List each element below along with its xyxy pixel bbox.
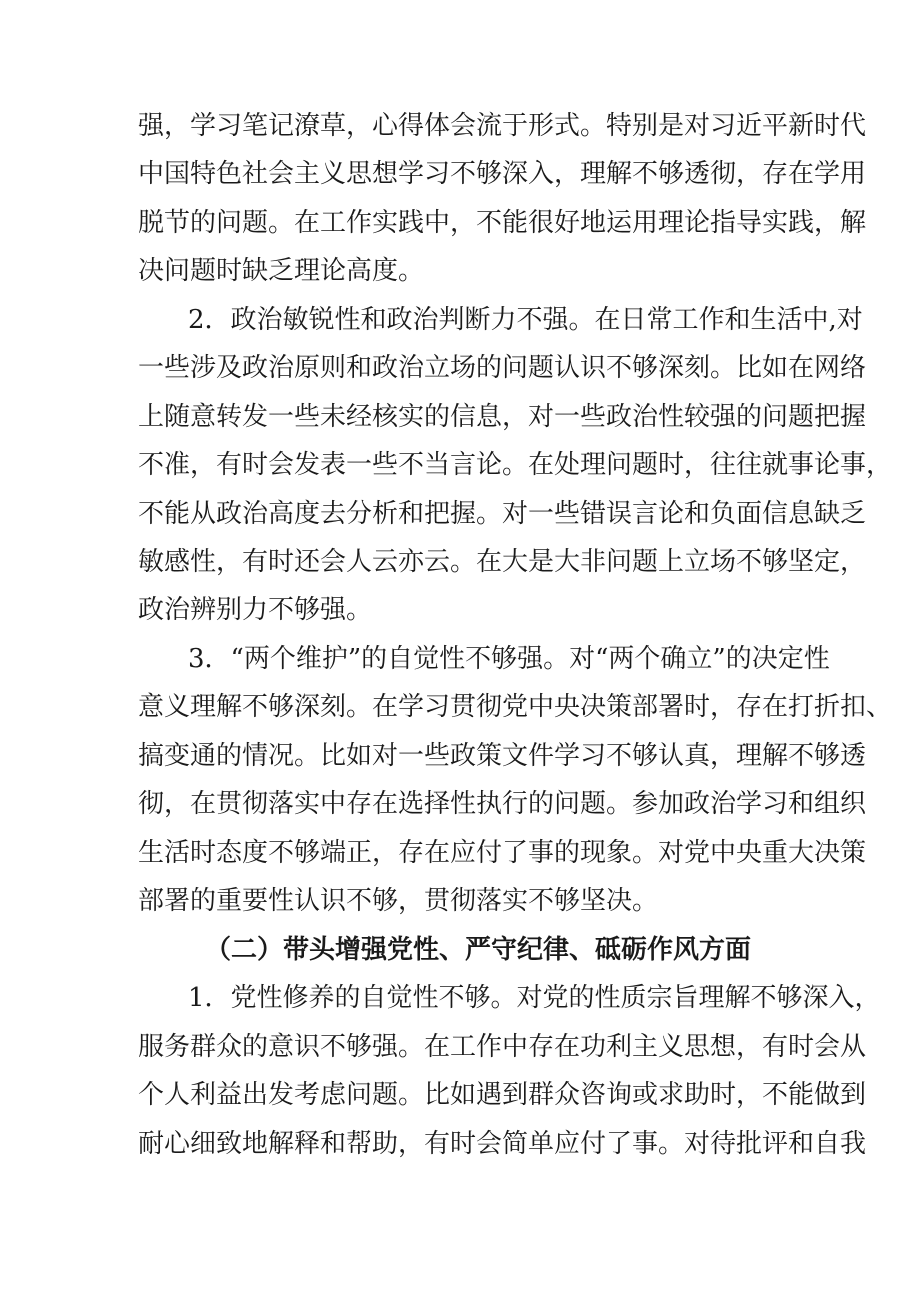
body-text-line: 强，学习笔记潦草，心得体会流于形式。特别是对习近平新时代 [138, 111, 867, 141]
body-text-line: 中国特色社会主义思想学习不够深入，理解不够透彻，存在学用 [138, 159, 867, 189]
body-text-line: 个人利益出发考虑问题。比如遇到群众咨询或求助时，不能做到 [138, 1080, 867, 1110]
body-text-line: 搞变通的情况。比如对一些政策文件学习不够认真，理解不够透 [138, 741, 867, 771]
body-text-line: 部署的重要性认识不够，贯彻落实不够坚决。 [138, 886, 659, 916]
paragraph-3-first-line: 3．“两个维护”的自觉性不够强。对“两个确立”的决定性 [188, 644, 830, 674]
body-text-line: 耐心细致地解释和帮助，有时会简单应付了事。对待批评和自我 [138, 1129, 867, 1159]
body-text-line: 生活时态度不够端正，存在应付了事的现象。对党中央重大决策 [138, 838, 867, 868]
body-text-line: 上随意转发一些未经核实的信息，对一些政治性较强的问题把握 [138, 402, 867, 432]
body-text-line: 敏感性，有时还会人云亦云。在大是大非问题上立场不够坚定， [138, 547, 867, 577]
section-heading: （二）带头增强党性、严守纪律、砥砺作风方面 [205, 935, 752, 965]
paragraph-2-first-line: 2．政治敏锐性和政治判断力不强。在日常工作和生活中,对 [188, 305, 863, 335]
paragraph-1-first-line: 1．党性修养的自觉性不够。对党的性质宗旨理解不够深入， [188, 983, 881, 1013]
body-text-line: 决问题时缺乏理论高度。 [138, 256, 425, 286]
body-text-line: 彻，在贯彻落实中存在选择性执行的问题。参加政治学习和组织 [138, 789, 867, 819]
body-text-line: 不能从政治高度去分析和把握。对一些错误言论和负面信息缺乏 [138, 499, 867, 529]
body-text-line: 一些涉及政治原则和政治立场的问题认识不够深刻。比如在网络 [138, 353, 867, 383]
body-text-line: 政治辨别力不够强。 [138, 595, 373, 625]
body-text-line: 服务群众的意识不够强。在工作中存在功利主义思想，有时会从 [138, 1032, 867, 1062]
body-text-line: 意义理解不够深刻。在学习贯彻党中央决策部署时，存在打折扣、 [138, 692, 893, 722]
body-text-line: 脱节的问题。在工作实践中，不能很好地运用理论指导实践，解 [138, 208, 867, 238]
body-text-line: 不准，有时会发表一些不当言论。在处理问题时，往往就事论事， [138, 450, 893, 480]
